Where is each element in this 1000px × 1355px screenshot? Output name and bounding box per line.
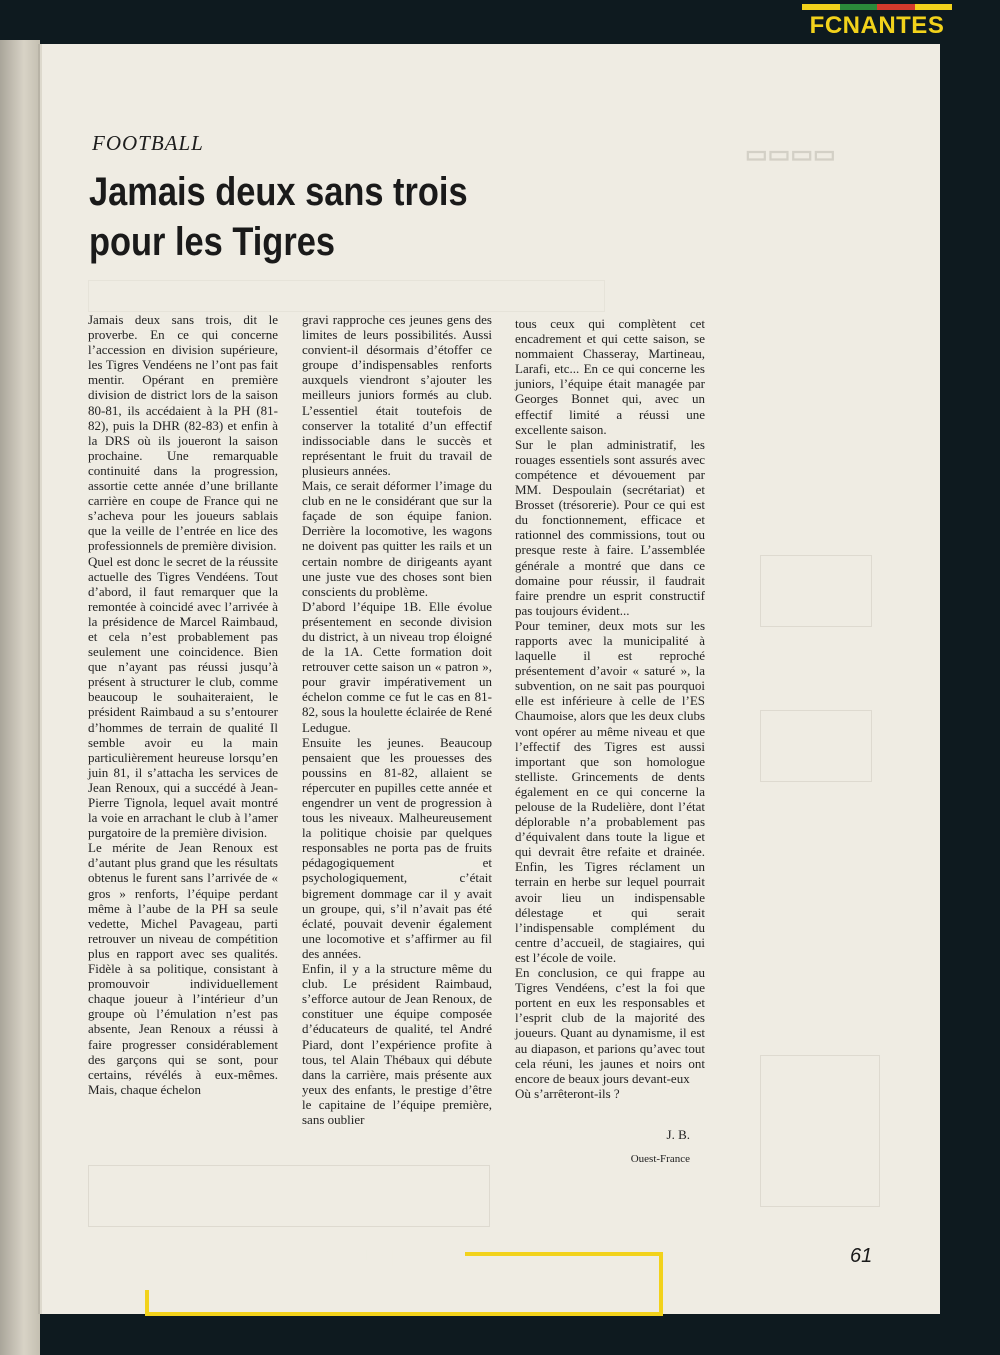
brand-logo — [802, 4, 952, 42]
headline-line-2: pour les Tigres — [89, 220, 335, 264]
paragraph: En conclusion, ce qui frappe au Tigres Vendéens, c’est la foi que portent en eux les responsables et l’esprit club de la majorité des joueurs. Quant au dynamisme, il est au diapason, et parions qu’avec tout cela réuni, les jaunes et noirs ont encore de beaux jours devant-eux — [515, 965, 705, 1086]
page-number: 61 — [850, 1245, 873, 1267]
paragraph: Quel est donc le secret de la réussite actuelle des Tigres Vendéens. Tout d’abord, il faut remarquer que la remontée à coincidé avec l’arrivée à la présidence de Marcel Raimbaud, et cela n’est probablement pas seulement une coincidence. Bien que n’ayant pas réussi jusqu’à présent à structurer le club, comme beaucoup le souhaiteraient, le président Raimbaud a su s’entourer d’hommes de terrain de qualité Il semble avoir eu la main particulièrement heureuse lorsqu’en juin 81, il s’attacha les services de Jean Renoux, qui a succédé à Jean-Pierre Tignola, lequel avait montré la voie en arrachant le club à l’amer purgatoire de la première division. — [88, 553, 278, 841]
accent-line — [145, 1312, 663, 1316]
brand-name: FCNANTES — [809, 12, 945, 39]
paragraph: Le mérite de Jean Renoux est d’autant plus grand que les résultats obtenus le furent sans l’arrivée de « gros » renforts, l’équipe perdant même à l’aube de la PH sa seule vedette, Michel Pavageau, parti retrouver un niveau de compétition plus en rapport avec ses qualités. Fidèle à sa politique, consistant à promouvoir individuellement chaque joueur à l’intérieur d’un groupe où l’émulation n’est pas absente, Jean Renoux a réussi à faire progresser considérablement des garçons qui se sont, pour certains, révélés à eux-mêmes. Mais, chaque échelon — [88, 840, 278, 1097]
paragraph: Jamais deux sans trois, dit le proverbe. En ce qui concerne l’accession en division supérieure, les Tigres Vendéens ne l’ont pas fait mentir. Opérant en première division de district lors de la saison 80-81, ils accédaient à la PH (81-82), puis la DHR (82-83) et enfin à la DRS où ils joueront la saison prochaine. Une remarquable continuité dans la progression, assortie cette année d’une brillante carrière en coupe de France qui ne s’acheva pour les joueurs sablais que la veille de l’entrée en lice des professionnels de première division. — [88, 312, 278, 554]
article-kicker: FOOTBALL — [92, 131, 204, 155]
accent-line — [465, 1252, 663, 1256]
article-author: J. B. — [666, 1127, 690, 1142]
paragraph: Enfin, il y a la structure même du club. Le président Raimbaud, s’efforce autour de Jean Renoux, de constituer une équipe composée d’éducateurs de qualité, tel André Piard, dont l’expérience profite à tous, tel Alain Thébaux qui débute dans la carrière, mais présente aux yeux des enfants, le prestige d’être le capitaine de l’équipe première, sans oublier — [302, 961, 492, 1127]
museum-name: MUSÉE DES CANARIS — [148, 1245, 437, 1272]
paragraph: Sur le plan administratif, les rouages essentiels sont assurés avec compétence et dévouement par MM. Despoulain (secrétariat) et Brosset (trésorerie). Pour ce qui est du fonctionnement, efficace et rationnel des commissions, tout ou presque reste à faire. L’assemblée générale a montré que dans ce domaine pour réussir, il faudrait faire prendre un esprit constructif pas toujours évident... — [515, 436, 705, 618]
accent-line — [659, 1252, 663, 1316]
paragraph: gravi rapproche ces jeunes gens des limites de leurs possibilités. Aussi convient-il désormais d’étoffer ce groupe d’indispensables renforts auxquels viendront s’ajouter les meilleurs juniors formés au club. L’essentiel était toutefois de conserver la totalité d’un effectif indissociable dans le succès et représentant le fruit du travail de plusieurs années. — [302, 312, 492, 478]
binder-edge — [0, 40, 40, 1355]
paragraph: D’abord l’équipe 1B. Elle évolue présentement en seconde division du district, à un niveau trop éloigné de la 1A. Cette formation doit retrouver cette saison un « patron », pour gravir impérativement un échelon comme ce fut le cas en 81-82, sous la houlette éclairée de René Ledugue. — [302, 598, 492, 735]
article-headline — [89, 167, 536, 267]
article-source: Ouest-France — [630, 1153, 690, 1165]
article-column-1 — [88, 312, 278, 1097]
headline-line-1: Jamais deux sans trois — [89, 170, 468, 214]
article-column-3 — [515, 316, 705, 1101]
paragraph: Ensuite les jeunes. Beaucoup pensaient que les prouesses des poussins en 81-82, allaient se répercuter en pupilles cette année et engendrer un vent de progression à tous les niveaux. Malheureusement la politique choisie par quelques responsables ne porta pas de fruits pédagogiquement et psychologiquement, c’était bigrement dommage car il y avait un groupe, qui, s’il n’avait pas été éclaté, pouvait devenir également une locomotive et s’affirmer au fil des années. — [302, 734, 492, 961]
paragraph: Pour teminer, deux mots sur les rapports avec la municipalité à laquelle il est reproché présentement d’avoir « saturé », la subvention, on ne sait pas pourquoi elle est inférieure à celle de l’ES Chaumoise, alors que les deux clubs vont opérer au même niveau et que l’effectif des Tigres est aussi important que son homologue stelliste. Grincements de dents également en ce qui concerne la pelouse de la Rudelière, dont l’état déplorable n’a probablement pas d’équivalent dans toute la ligue et qui devrait être refaite et drainée. Enfin, les Tigres réclament un terrain en herbe sur lequel pourrait avoir lieu un indispensable délestage et qui serait l’indispensable complément du centre d’accueil, de stagiaires, qui est l’école de voile. — [515, 617, 705, 965]
paragraph: tous ceux qui complètent cet encadrement et qui cette saison, se nommaient Chasseray, Martineau, Larafi, etc... En ce qui concerne les juniors, l’équipe était managée par Georges Bonnet qui, avec un effectif limité a réussi une excellente saison. — [515, 316, 705, 437]
accent-line — [145, 1290, 149, 1316]
article-column-2 — [302, 312, 492, 1127]
paragraph: Où s’arrêteront-ils ? — [515, 1085, 620, 1101]
paragraph: Mais, ce serait déformer l’image du club en ne le considérant que sur la façade de son équipe fanion. Derrière la locomotive, les wagons ne doivent pas quitter les rails et un certain nombre de dirigeants ayant une juste vue des choses sont bien conscients du problème. — [302, 478, 492, 599]
brand-color-bars — [802, 4, 952, 10]
